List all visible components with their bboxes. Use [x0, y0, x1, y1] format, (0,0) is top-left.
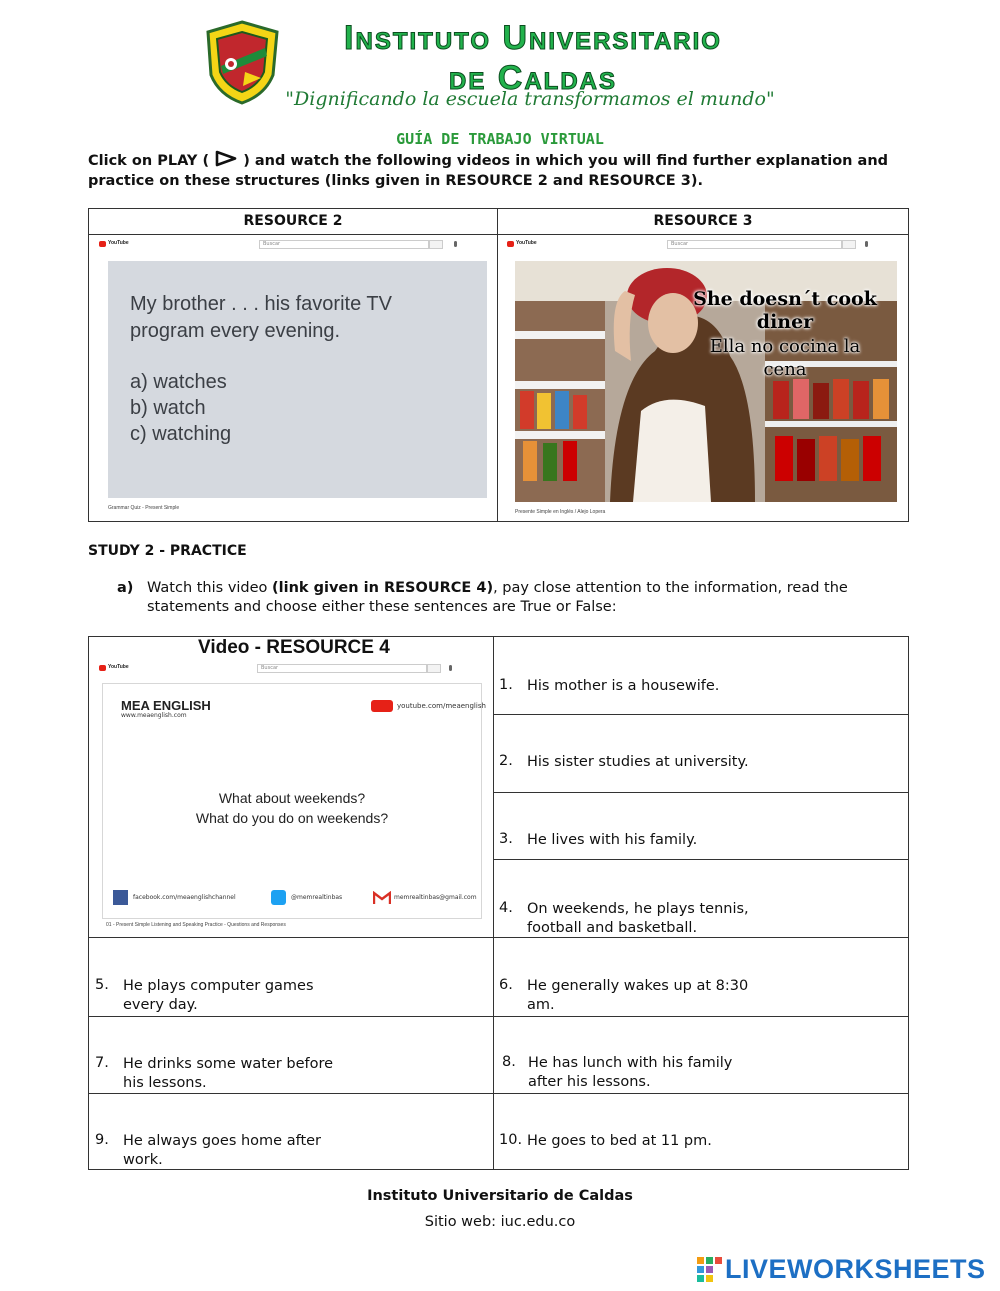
youtube-toolbar	[99, 239, 489, 253]
statement-line: work.	[123, 1152, 163, 1168]
youtube-logo-icon	[99, 665, 106, 671]
youtube-search-input[interactable]: Buscar	[257, 664, 427, 673]
youtube-search-button[interactable]	[429, 240, 443, 249]
statement-text	[123, 1055, 333, 1093]
statement-text	[123, 977, 314, 1015]
overlay-line1: She doesn´t cook	[693, 288, 877, 310]
youtube-logo-icon	[371, 700, 393, 712]
instruction-link-note: (link given in RESOURCE 4)	[272, 580, 494, 596]
school-motto: "Dignificando la escuela transformamos el mundo"	[285, 88, 775, 110]
resources-table	[88, 208, 909, 522]
table-row-divider	[89, 937, 908, 938]
gmail-address[interactable]: memrealtinbas@gmail.com	[394, 894, 477, 901]
statement-text: He lives with his family.	[527, 832, 698, 848]
youtube-logo-icon	[507, 241, 514, 247]
youtube-search-input[interactable]: Buscar	[667, 240, 842, 249]
instruction-text-start: Watch this video	[147, 580, 273, 596]
resource-3-video-caption[interactable]: Presente Simple en Inglés / Alejo Lopera	[515, 509, 606, 515]
resource-2-video-caption[interactable]: Grammar Quiz - Present Simple	[108, 505, 180, 511]
table-row-divider	[89, 1093, 908, 1094]
youtube-search-input[interactable]: Buscar	[259, 240, 429, 249]
school-crest-logo	[205, 20, 280, 105]
statement-line: On weekends, he plays tennis,	[527, 901, 749, 917]
statement-number: 3.	[499, 831, 513, 847]
footer-institution: Instituto Universitario de Caldas	[367, 1188, 633, 1204]
table-row-divider	[89, 1016, 908, 1017]
resource-2-video-player[interactable]	[108, 261, 487, 498]
resource-3-video-player[interactable]	[515, 261, 897, 502]
statement-text	[527, 977, 748, 1015]
statement-line: He has lunch with his family	[528, 1055, 733, 1071]
statement-line: He generally wakes up at 8:30	[527, 978, 749, 994]
video-resource-4-label: Video - RESOURCE 4	[198, 637, 390, 658]
mea-english-url: www.meaenglish.com	[121, 712, 187, 719]
video-question-line2: What do you do on weekends?	[195, 810, 389, 826]
video-overlay-spanish	[685, 335, 885, 381]
youtube-toolbar	[507, 239, 899, 253]
statement-line: am.	[527, 997, 555, 1013]
statement-number: 2.	[499, 753, 513, 769]
quiz-question	[130, 291, 470, 345]
youtube-wordmark: YouTube	[516, 240, 537, 246]
statement-line: every day.	[123, 997, 198, 1013]
statement-number: 8.	[502, 1054, 516, 1070]
quiz-question-line2: program every evening.	[130, 320, 341, 342]
video-question-text	[103, 788, 481, 828]
footer-website: Sitio web: iuc.edu.co	[424, 1214, 576, 1230]
resource-4-video-caption[interactable]: 01 - Present Simple Listening and Speaking Practice - Questions and Responses	[106, 922, 286, 928]
statement-text	[527, 900, 749, 938]
microphone-icon[interactable]	[449, 665, 452, 671]
statement-line: after his lessons.	[528, 1074, 651, 1090]
table-row-divider	[494, 714, 908, 715]
resource-2-header: RESOURCE 2	[89, 209, 497, 235]
youtube-search-button[interactable]	[427, 664, 441, 673]
school-title	[298, 18, 768, 98]
statements-table	[88, 636, 909, 1170]
item-instruction	[147, 579, 907, 617]
quiz-options	[130, 369, 231, 447]
intro-text-start: Click on PLAY (	[88, 153, 210, 169]
mea-english-logo: MEA ENGLISH	[121, 698, 211, 713]
item-marker: a)	[117, 580, 134, 596]
overlay-line4: cena	[763, 359, 807, 380]
quiz-question-line1: My brother . . . his favorite TV	[130, 293, 392, 315]
twitter-handle[interactable]: @memrealtinbas	[291, 894, 343, 901]
overlay-line3: Ella no cocina la	[709, 336, 861, 357]
microphone-icon[interactable]	[865, 241, 868, 247]
statement-line: his lessons.	[123, 1075, 207, 1091]
statement-number: 5.	[95, 977, 109, 993]
statement-number: 6.	[499, 977, 513, 993]
statement-text: His sister studies at university.	[527, 754, 749, 770]
twitter-icon	[271, 890, 286, 905]
table-column-divider	[493, 637, 494, 1169]
column-divider	[497, 209, 498, 521]
youtube-wordmark: YouTube	[108, 240, 129, 246]
microphone-icon[interactable]	[454, 241, 457, 247]
resource-3-header: RESOURCE 3	[498, 209, 908, 235]
video-overlay-english	[685, 288, 885, 334]
facebook-icon	[113, 890, 128, 905]
liveworksheets-icon	[697, 1257, 723, 1283]
statement-line: He drinks some water before	[123, 1056, 334, 1072]
video-question-line1: What about weekends?	[218, 790, 366, 806]
statement-text: His mother is a housewife.	[527, 678, 720, 694]
study-heading: STUDY 2 - PRACTICE	[88, 543, 247, 559]
statement-number: 4.	[499, 900, 513, 916]
school-title-line2: de Caldas	[448, 59, 617, 97]
table-row-divider	[494, 859, 908, 860]
quiz-option-b: b) watch	[130, 397, 206, 419]
statement-line: football and basketball.	[527, 920, 698, 936]
youtube-wordmark: YouTube	[108, 664, 129, 670]
statement-text: He goes to bed at 11 pm.	[527, 1133, 712, 1149]
overlay-line2: diner	[756, 311, 814, 333]
statement-text	[123, 1132, 321, 1170]
quiz-option-c: c) watching	[130, 423, 232, 445]
play-icon	[214, 150, 238, 167]
facebook-link[interactable]: facebook.com/meaenglishchannel	[133, 894, 236, 901]
statement-text	[528, 1054, 732, 1092]
statement-number: 1.	[499, 677, 513, 693]
resource-4-video-player[interactable]	[102, 683, 486, 919]
school-title-line1: Instituto Universitario	[344, 19, 722, 57]
youtube-toolbar	[99, 663, 479, 677]
liveworksheets-wordmark: LIVEWORKSHEETS	[725, 1254, 986, 1284]
instruction-text-end: , pay close attention to the information, read the statements and choose either these sentences are True or False:	[147, 580, 848, 615]
quiz-option-a: a) watches	[130, 371, 227, 393]
statement-line: He always goes home after	[123, 1133, 322, 1149]
youtube-logo-icon	[99, 241, 106, 247]
guide-title: GUÍA DE TRABAJO VIRTUAL	[396, 130, 604, 148]
gmail-icon	[373, 891, 391, 905]
table-row-divider	[494, 792, 908, 793]
intro-instructions	[88, 150, 913, 191]
statement-number: 10.	[499, 1132, 523, 1148]
youtube-search-button[interactable]	[842, 240, 856, 249]
intro-text-end: ) and watch the following videos in which you will find further explanation and practice on these structures (links given in RESOURCE 2 and RESOURCE 3).	[88, 153, 889, 189]
statement-number: 9.	[95, 1132, 109, 1148]
statement-number: 7.	[95, 1055, 109, 1071]
statement-line: He plays computer games	[123, 978, 314, 994]
youtube-channel-link[interactable]: youtube.com/meaenglish	[397, 702, 486, 710]
